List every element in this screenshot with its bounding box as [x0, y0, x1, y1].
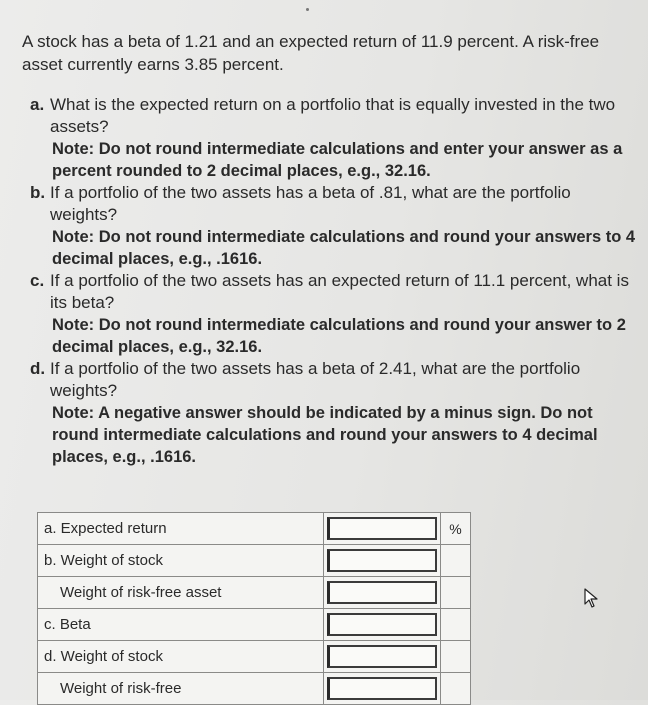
b-weight-risk-free-input[interactable] [327, 581, 437, 604]
question-note: Note: Do not round intermediate calculations and round your answers to 4 decimal places, e.g., .1616. [52, 228, 636, 268]
answer-row-expected-return [38, 513, 471, 545]
question-b [30, 182, 642, 270]
answer-row-c-beta [38, 609, 471, 641]
question-note: Note: A negative answer should be indicated by a minus sign. Do not round intermediate calculations and round your answers to 4 decimal places, e.g., .1616. [52, 404, 598, 466]
unit-cell [440, 577, 470, 609]
question-letter: d. [30, 359, 46, 378]
input-cell [323, 577, 440, 609]
answer-table [37, 512, 471, 705]
question-text: What is the expected return on a portfolio that is equally invested in the two assets? [50, 95, 616, 136]
decorative-dot [306, 8, 309, 11]
input-cell [323, 545, 440, 577]
c-beta-input[interactable] [327, 613, 437, 636]
row-label: b. Weight of stock [38, 545, 324, 577]
row-label: c. Beta [38, 609, 324, 641]
problem-intro: A stock has a beta of 1.21 and an expected return of 11.9 percent. A risk-free asset currently earns 3.85 percent. [22, 32, 600, 74]
input-cell [323, 513, 440, 545]
question-text: If a portfolio of the two assets has a beta of .81, what are the portfolio weights? [50, 183, 571, 224]
question-text: If a portfolio of the two assets has a beta of 2.41, what are the portfolio weights? [50, 359, 581, 400]
row-label: Weight of risk-free asset [38, 577, 324, 609]
question-text: If a portfolio of the two assets has an expected return of 11.1 percent, what is its beta? [50, 271, 629, 312]
input-cell [323, 609, 440, 641]
question-body [50, 270, 642, 358]
unit-cell [440, 545, 470, 577]
mouse-cursor-icon [583, 588, 599, 608]
row-label: Weight of risk-free [38, 673, 324, 705]
question-c [30, 270, 642, 358]
question-a [30, 94, 642, 182]
row-label: d. Weight of stock [38, 641, 324, 673]
answer-row-b-weight-stock [38, 545, 471, 577]
question-letter: a. [30, 95, 45, 114]
expected-return-input[interactable] [327, 517, 437, 540]
question-letter: b. [30, 183, 46, 202]
answer-row-d-weight-stock [38, 641, 471, 673]
question-letter: c. [30, 271, 45, 290]
question-body [50, 94, 642, 182]
question-list [30, 94, 642, 468]
question-body [50, 182, 642, 270]
question-d [30, 358, 642, 468]
question-note: Note: Do not round intermediate calculations and round your answer to 2 decimal places, e.g., 32.16. [52, 316, 626, 356]
input-cell [323, 641, 440, 673]
percent-unit: % [440, 513, 470, 545]
question-note: Note: Do not round intermediate calculations and enter your answer as a percent rounded to 2 decimal places, e.g., 32.16. [52, 140, 623, 180]
d-weight-risk-free-input[interactable] [327, 677, 437, 700]
d-weight-stock-input[interactable] [327, 645, 437, 668]
question-body [50, 358, 642, 468]
row-label: a. Expected return [38, 513, 324, 545]
b-weight-stock-input[interactable] [327, 549, 437, 572]
unit-cell [440, 609, 470, 641]
unit-cell [440, 641, 470, 673]
answer-row-b-weight-risk-free [38, 577, 471, 609]
